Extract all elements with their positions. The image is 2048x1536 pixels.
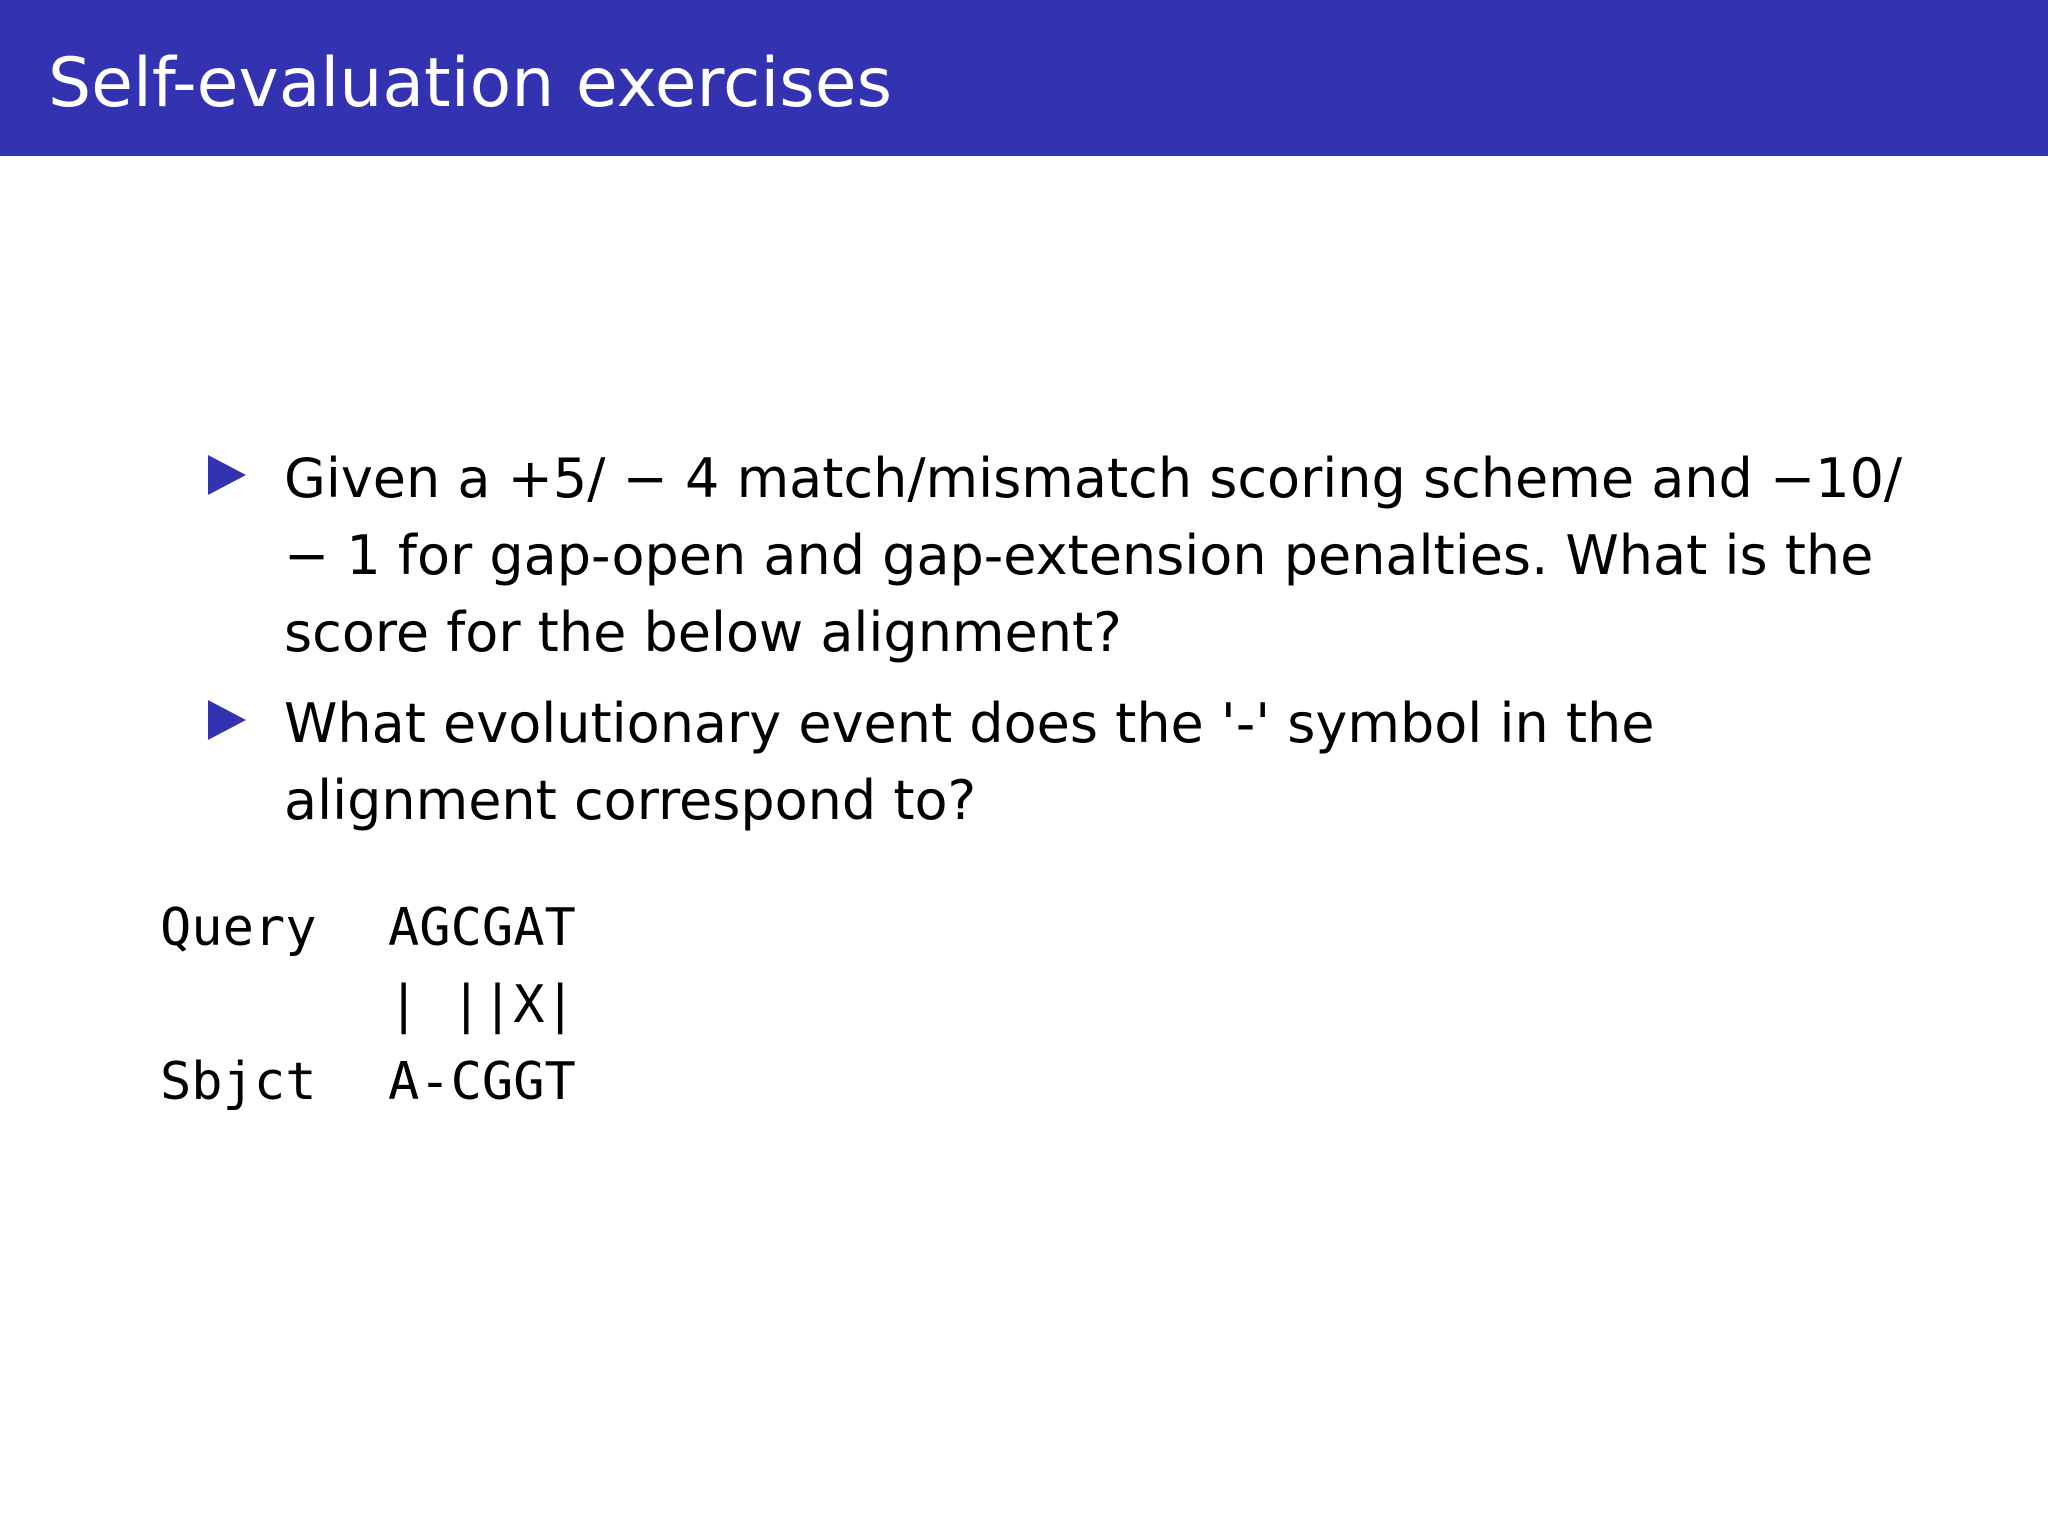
bullet-list — [208, 440, 1908, 853]
bullet-text: What evolutionary event does the '-' symbol in the alignment correspond to? — [284, 692, 1655, 832]
sequence-alignment — [160, 890, 576, 1121]
alignment-row-match — [160, 967, 576, 1044]
alignment-row-query — [160, 890, 576, 967]
triangle-right-icon — [208, 700, 246, 740]
query-sequence: AGCGAT — [388, 898, 576, 958]
match-line: | ||X| — [388, 975, 576, 1035]
slide-title: Self-evaluation exercises — [48, 44, 892, 123]
match-label-spacer — [160, 967, 388, 1044]
alignment-row-subject — [160, 1044, 576, 1121]
triangle-right-icon — [208, 455, 246, 495]
bullet-text: Given a +5/ − 4 match/mismatch scoring scheme and −10/ − 1 for gap-open and gap-extension penalties. What is the score for the below alignment? — [284, 447, 1903, 664]
title-bar — [0, 0, 2048, 156]
bullet-item-scoring — [208, 440, 1908, 671]
query-label: Query — [160, 898, 317, 958]
subject-label: Sbjct — [160, 1052, 317, 1112]
bullet-item-gap-event — [208, 685, 1908, 839]
subject-sequence: A-CGGT — [388, 1052, 576, 1112]
